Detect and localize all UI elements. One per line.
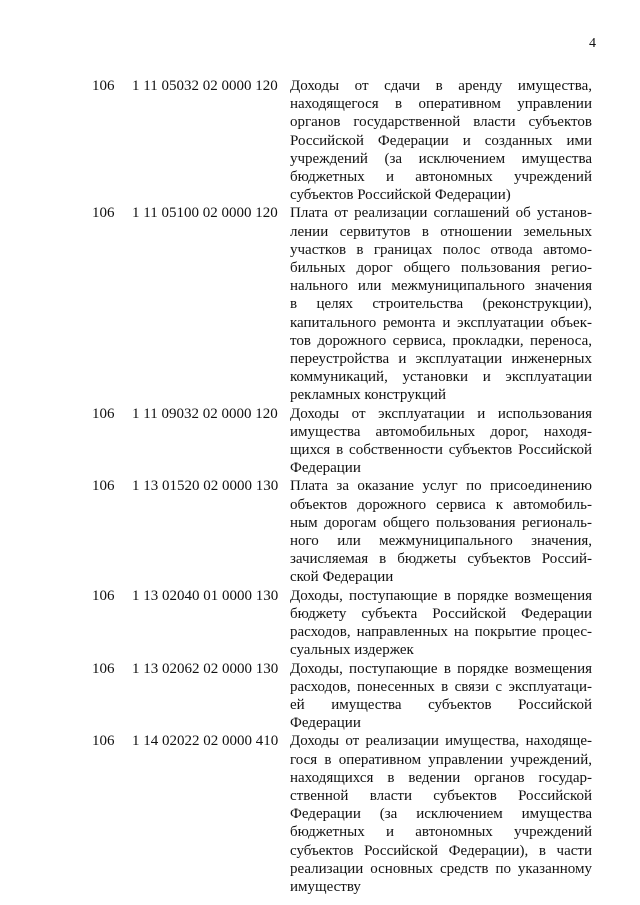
revenue-name-line: участков в границах полос отвода автомо- xyxy=(290,241,592,258)
revenue-name-line: щихся в собственности субъектов Российской xyxy=(290,442,592,459)
revenue-name-line: ным дорогам общего пользования региональ- xyxy=(290,514,592,531)
revenue-name-line: рекламных конструкций xyxy=(290,387,447,404)
revenue-code-cell: 1 13 02040 01 0000 130 xyxy=(132,587,279,604)
revenue-name-line: имуществу xyxy=(290,878,361,895)
revenue-name-line: Российской Федерации и созданных ими xyxy=(290,132,592,149)
revenue-name-line: ской Федерации xyxy=(290,569,394,586)
admin-code-cell: 106 xyxy=(92,405,115,422)
revenue-name-line: расходов, понесенных в связи с эксплуатаци- xyxy=(290,678,592,695)
revenue-name-line: Федерации xyxy=(290,460,361,477)
revenue-name-cell xyxy=(290,660,592,733)
revenue-code-cell: 1 11 05100 02 0000 120 xyxy=(132,205,278,222)
admin-code-cell: 106 xyxy=(92,478,115,495)
revenue-codes-table xyxy=(92,77,592,896)
admin-code-cell: 106 xyxy=(92,78,115,94)
revenue-code-cell: 1 11 05032 02 0000 120 xyxy=(132,78,278,94)
revenue-code-cell: 1 14 02022 02 0000 410 xyxy=(132,733,279,750)
admin-code-cell: 106 xyxy=(92,733,115,750)
revenue-name-line: бюджетных и автономных учреждений xyxy=(290,824,592,841)
revenue-name-line: реализации основных средств по указанному xyxy=(290,860,592,877)
revenue-name-cell xyxy=(290,204,592,404)
revenue-name-line: имущества автомобильных дорог, находя- xyxy=(290,423,592,440)
revenue-name-line: объектов дорожного сервиса к автомобиль- xyxy=(290,496,592,513)
table-row xyxy=(92,732,592,896)
revenue-name-line: бюджету субъекта Российской Федерации xyxy=(290,605,592,622)
revenue-name-line: коммуникаций, установки и эксплуатации xyxy=(290,369,592,386)
revenue-name-line: гося в оперативном управлении учреждений, xyxy=(290,751,592,768)
revenue-name-cell xyxy=(290,77,592,204)
revenue-name-line: органов государственной власти субъектов xyxy=(290,114,592,131)
table-row xyxy=(92,77,592,204)
revenue-name-line: ей имущества субъектов Российской xyxy=(290,696,592,713)
revenue-name-line: Доходы, поступающие в порядке возмещения xyxy=(290,660,592,677)
revenue-code-cell: 1 11 09032 02 0000 120 xyxy=(132,405,278,422)
table-row xyxy=(92,660,592,733)
revenue-name-line: бильных дорог общего пользования регио- xyxy=(290,260,592,277)
revenue-name-line: нального или межмуниципального значения xyxy=(290,278,592,295)
revenue-name-line: Доходы от сдачи в аренду имущества, xyxy=(290,78,592,94)
revenue-name-line: бюджетных и автономных учреждений xyxy=(290,169,592,186)
admin-code-cell: 106 xyxy=(92,587,115,604)
revenue-name-line: учреждений (за исключением имущества xyxy=(290,150,592,167)
revenue-name-line: Плата за оказание услуг по присоединению xyxy=(290,478,592,495)
revenue-name-line: расходов, направленных на покрытие процес- xyxy=(290,624,592,641)
revenue-name-cell xyxy=(290,405,592,478)
revenue-name-line: суальных издержек xyxy=(290,642,414,659)
page-number: 4 xyxy=(589,36,596,51)
revenue-name-cell xyxy=(290,587,592,660)
revenue-name-line: субъектов Российской Федерации), в части xyxy=(290,842,592,859)
revenue-code-cell: 1 13 02062 02 0000 130 xyxy=(132,660,279,677)
revenue-name-cell xyxy=(290,477,592,586)
revenue-name-line: находящихся в ведении органов государ- xyxy=(290,769,592,786)
revenue-name-line: переустройства и эксплуатации инженерных xyxy=(290,351,592,368)
revenue-name-line: Доходы от реализации имущества, находяще- xyxy=(290,733,592,750)
revenue-name-line: находящегося в оперативном управлении xyxy=(290,96,592,113)
revenue-name-line: зачисляемая в бюджеты субъектов Россий- xyxy=(290,551,592,568)
revenue-code-cell: 1 13 01520 02 0000 130 xyxy=(132,478,279,495)
revenue-name-line: капитального ремонта и эксплуатации объек- xyxy=(290,314,592,331)
table-row xyxy=(92,204,592,404)
table-row xyxy=(92,405,592,478)
revenue-name-line: Федерации (за исключением имущества xyxy=(290,806,592,823)
revenue-name-line: Доходы, поступающие в порядке возмещения xyxy=(290,587,592,604)
admin-code-cell: 106 xyxy=(92,660,115,677)
table-row xyxy=(92,587,592,660)
revenue-name-line: Федерации xyxy=(290,715,361,732)
revenue-name-cell xyxy=(290,732,592,896)
revenue-name-line: Доходы от эксплуатации и использования xyxy=(290,405,592,422)
admin-code-cell: 106 xyxy=(92,205,115,222)
revenue-name-line: субъектов Российской Федерации) xyxy=(290,187,511,204)
table-row xyxy=(92,477,592,586)
revenue-name-line: тов дорожного сервиса, прокладки, переноса, xyxy=(290,332,592,349)
revenue-name-line: ного или межмуниципального значения, xyxy=(290,533,592,550)
revenue-name-line: в целях строительства (реконструкции), xyxy=(290,296,592,313)
revenue-name-line: Плата от реализации соглашений об установ- xyxy=(290,205,592,222)
revenue-name-line: лении сервитутов в отношении земельных xyxy=(290,223,592,240)
revenue-name-line: ственной власти субъектов Российской xyxy=(290,787,592,804)
